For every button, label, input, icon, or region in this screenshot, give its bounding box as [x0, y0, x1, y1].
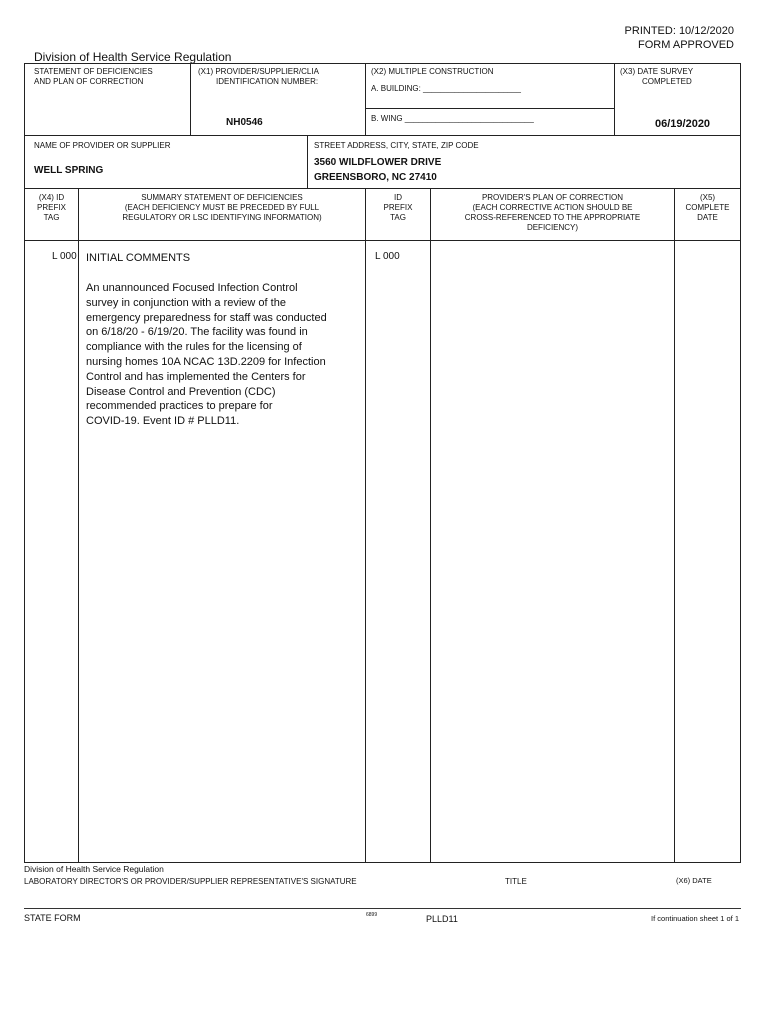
x3-label-1: (X3) DATE SURVEY [620, 67, 694, 76]
summary-header [79, 193, 365, 223]
form-approved: FORM APPROVED [638, 39, 734, 51]
x4-header-line-2: PREFIX [37, 203, 66, 212]
provider-row-divider [307, 135, 308, 188]
footer-event-id: PLLD11 [426, 914, 458, 924]
x2-wing: B. WING _____________________________ [371, 114, 534, 123]
plan-header [431, 193, 674, 233]
id-header [366, 193, 430, 223]
x4-header-line-1: (X4) ID [38, 193, 65, 202]
top-row-divider-a [190, 63, 191, 136]
box-left-border [24, 63, 25, 863]
top-row-divider-b [365, 63, 366, 136]
summary-header-line-3: REGULATORY OR LSC IDENTIFYING INFORMATION) [122, 213, 322, 222]
signature-label: LABORATORY DIRECTOR'S OR PROVIDER/SUPPLIER REPRESENTATIVE'S SIGNATURE [24, 877, 357, 886]
provider-id-value: NH0546 [226, 117, 263, 128]
top-row-divider-c [614, 63, 615, 136]
form-number: 6899 [366, 912, 378, 918]
title-label: TITLE [505, 877, 527, 886]
x5-header-line-3: DATE [697, 213, 718, 222]
comment-line: emergency preparedness for staff was conducted [86, 311, 327, 324]
x1-label-2: IDENTIFICATION NUMBER: [216, 77, 319, 86]
tag-right: L 000 [375, 251, 400, 262]
box-bottom-border [24, 862, 741, 863]
x3-label-2: COMPLETED [642, 77, 692, 86]
summary-header-line-2: (EACH DEFICIENCY MUST BE PRECEDED BY FULL [124, 203, 320, 212]
survey-date-value: 06/19/2020 [655, 118, 711, 130]
col-divider-1 [78, 188, 79, 862]
id-header-line-3: TAG [390, 213, 406, 222]
division-title: Division of Health Service Regulation [34, 50, 232, 64]
printed-date: PRINTED: 10/12/2020 [624, 25, 734, 37]
box-right-border [740, 63, 741, 863]
tag-left: L 000 [52, 251, 77, 262]
continuation-label: If continuation sheet 1 of 1 [651, 914, 739, 923]
building-wing-divider [365, 108, 614, 109]
plan-header-line-4: DEFICIENCY) [526, 223, 579, 232]
x5-header [675, 193, 740, 223]
footer-division: Division of Health Service Regulation [24, 864, 164, 874]
id-header-line-2: PREFIX [383, 203, 413, 212]
provider-name-value: WELL SPRING [34, 165, 104, 176]
provider-name-label: NAME OF PROVIDER OR SUPPLIER [34, 141, 171, 150]
address-line-1: 3560 WILDFLOWER DRIVE [314, 157, 442, 168]
comments-body [86, 281, 361, 429]
col-divider-3 [430, 188, 431, 862]
footer-rule [24, 908, 741, 909]
box-top-border [24, 63, 741, 64]
x1-label-1: (X1) PROVIDER/SUPPLIER/CLIA [198, 67, 319, 76]
row-divider-3 [24, 240, 741, 241]
plan-header-line-2: (EACH CORRECTIVE ACTION SHOULD BE [472, 203, 633, 212]
id-header-line-1: ID [394, 193, 402, 202]
plan-header-line-3: CROSS-REFERENCED TO THE APPROPRIATE [464, 213, 641, 222]
state-form-label: STATE FORM [24, 913, 81, 923]
comment-line: survey in conjunction with a review of the [86, 296, 286, 309]
x6-date-label: (X6) DATE [676, 876, 712, 885]
comment-line: An unannounced Focused Infection Control [86, 282, 298, 294]
col-divider-2 [365, 188, 366, 862]
initial-comments-heading: INITIAL COMMENTS [86, 252, 191, 264]
plan-header-line-1: PROVIDER'S PLAN OF CORRECTION [481, 193, 624, 202]
summary-header-line-1: SUMMARY STATEMENT OF DEFICIENCIES [141, 193, 303, 202]
comment-line: COVID-19. Event ID # PLLD11. [86, 415, 240, 428]
address-line-2: GREENSBORO, NC 27410 [314, 172, 437, 183]
row-divider-1 [24, 135, 741, 136]
row-divider-2 [24, 188, 741, 189]
statement-label-1: STATEMENT OF DEFICIENCIES [34, 67, 153, 76]
statement-label-2: AND PLAN OF CORRECTION [34, 77, 144, 86]
comment-line: compliance with the rules for the licensing of [86, 341, 302, 354]
comment-line: nursing homes 10A NCAC 13D.2209 for Infection [86, 355, 326, 368]
x4-header-line-3: TAG [43, 213, 60, 222]
x5-header-line-1: (X5) [699, 193, 716, 202]
comment-line: recommended practices to prepare for [86, 400, 273, 413]
comment-line: Control and has implemented the Centers for [86, 370, 306, 383]
x2-label: (X2) MULTIPLE CONSTRUCTION [371, 67, 494, 76]
address-label: STREET ADDRESS, CITY, STATE, ZIP CODE [314, 141, 479, 150]
col-divider-4 [674, 188, 675, 862]
x4-header [25, 193, 78, 223]
x2-building: A. BUILDING: ______________________ [371, 84, 521, 93]
x5-header-line-2: COMPLETE [685, 203, 730, 212]
comment-line: on 6/18/20 - 6/19/20. The facility was found in [86, 326, 308, 339]
comment-line: Disease Control and Prevention (CDC) [86, 385, 276, 398]
